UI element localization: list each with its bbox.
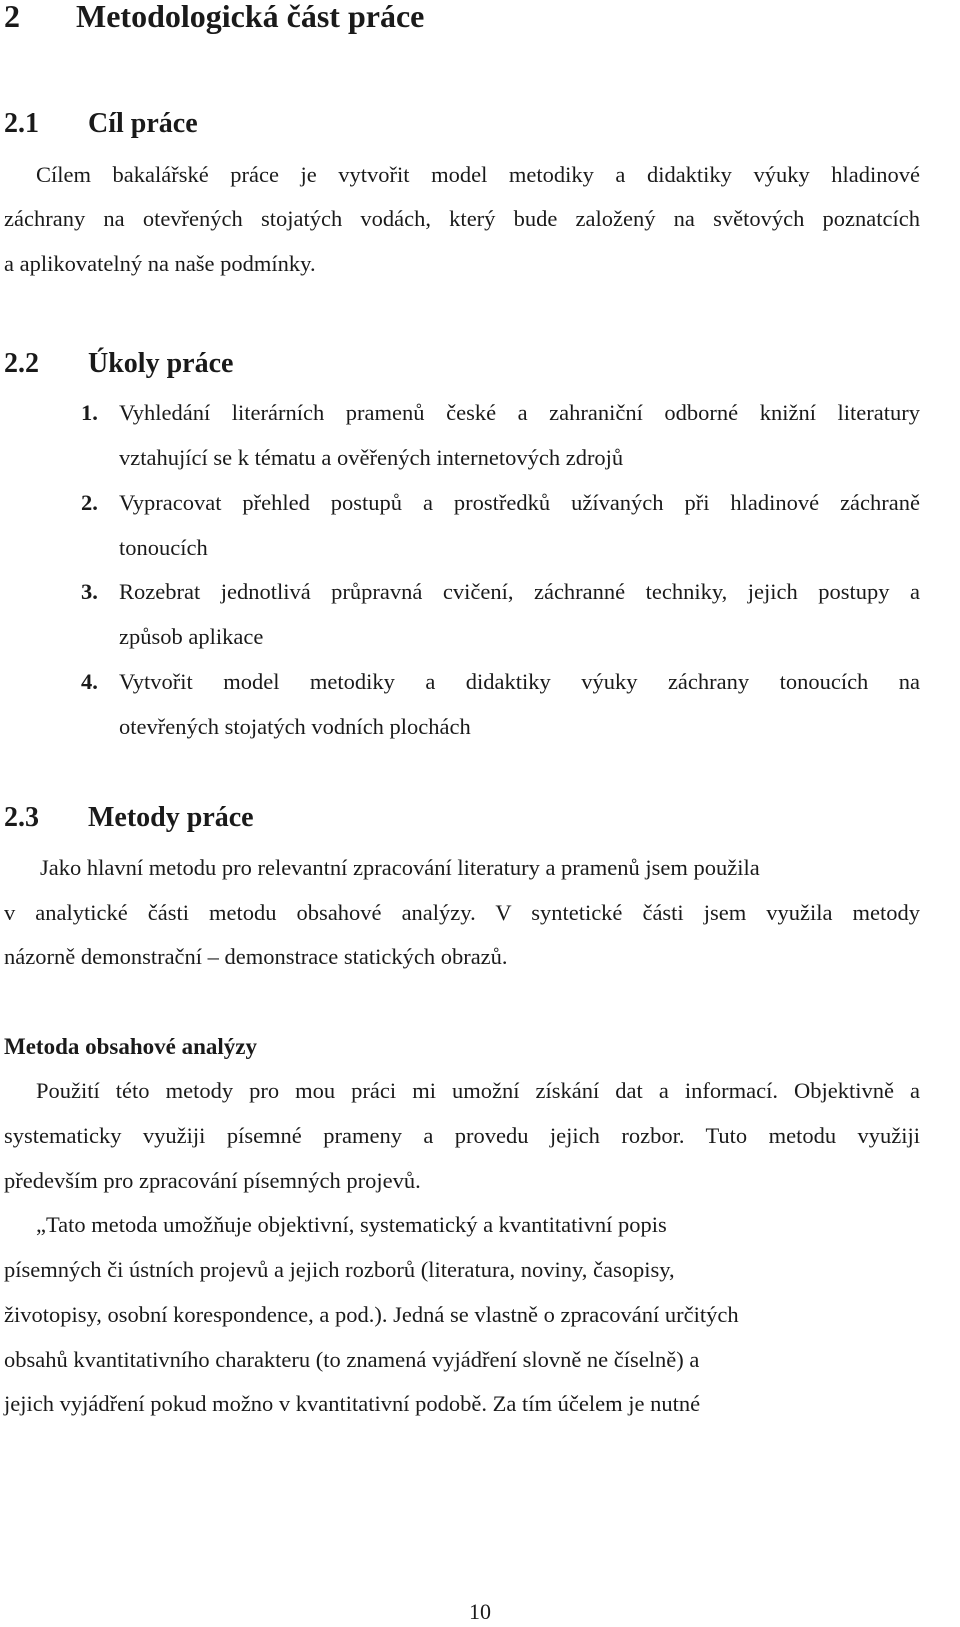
paragraph-line: především pro zpracování písemných projevů.	[4, 1168, 421, 1193]
quote-line: „Tato metoda umožňuje objektivní, systematický a kvantitativní popis	[36, 1212, 667, 1237]
section-number: 2.2	[4, 348, 39, 379]
list-item-line: Vytvořit model metodiky a didaktiky výuky záchrany tonoucích na	[119, 669, 920, 694]
quote-line: písemných či ústních projevů a jejich rozborů (literatura, noviny, časopisy,	[4, 1257, 675, 1282]
list-item-line: tonoucích	[119, 535, 208, 560]
section-heading-tasks	[4, 346, 233, 382]
list-item-number: 3.	[81, 579, 98, 604]
paragraph-line: v analytické části metodu obsahové analýzy. V syntetické části jsem využila metody	[4, 900, 920, 925]
list-item-line: způsob aplikace	[119, 624, 264, 649]
paragraph-line: Použití této metody pro mou práci mi umožní získání dat a informací. Objektivně a	[36, 1078, 920, 1103]
chapter-title: Metodologická část práce	[76, 0, 425, 34]
section-heading-methods	[4, 800, 254, 836]
section-title: Metody práce	[88, 802, 254, 833]
section-heading-goal	[4, 106, 198, 142]
paragraph-line: Jako hlavní metodu pro relevantní zpracování literatury a pramenů jsem použila	[40, 855, 760, 880]
chapter-number: 2	[4, 0, 20, 34]
list-item-line: otevřených stojatých vodních plochách	[119, 714, 471, 739]
quote-line: životopisy, osobní korespondence, a pod.). Jedná se vlastně o zpracování určitých	[4, 1302, 739, 1327]
list-item-line: Vyhledání literárních pramenů české a zahraniční odborné knižní literatury	[119, 400, 920, 425]
section-title: Cíl práce	[88, 108, 198, 139]
paragraph-line: názorně demonstrační – demonstrace statických obrazů.	[4, 944, 508, 969]
paragraph-line: Cílem bakalářské práce je vytvořit model metodiky a didaktiky výuky hladinové	[36, 162, 920, 187]
list-item-line: Vypracovat přehled postupů a prostředků užívaných při hladinové záchraně	[119, 490, 920, 515]
section-title: Úkoly práce	[88, 348, 234, 379]
quote-line: jejich vyjádření pokud možno v kvantitativní podobě. Za tím účelem je nutné	[4, 1391, 701, 1416]
list-item-number: 2.	[81, 490, 98, 515]
list-item-line: vztahující se k tématu a ověřených internetových zdrojů	[119, 445, 624, 470]
list-item-number: 4.	[81, 669, 98, 694]
quote-line: obsahů kvantitativního charakteru (to znamená vyjádření slovně ne číselně) a	[4, 1347, 700, 1372]
page-number: 10	[469, 1599, 491, 1624]
subsection-heading: Metoda obsahové analýzy	[4, 1034, 257, 1059]
paragraph-line: záchrany na otevřených stojatých vodách, který bude založený na světových poznatcích	[4, 206, 920, 231]
section-number: 2.3	[4, 802, 39, 833]
section-number: 2.1	[4, 108, 39, 139]
paragraph-line: a aplikovatelný na naše podmínky.	[4, 251, 316, 276]
list-item-line: Rozebrat jednotlivá průpravná cvičení, záchranné techniky, jejich postupy a	[119, 579, 920, 604]
paragraph-line: systematicky využiji písemné prameny a provedu jejich rozbor. Tuto metodu využiji	[4, 1123, 920, 1148]
chapter-heading	[4, 0, 424, 36]
list-item-number: 1.	[81, 400, 98, 425]
